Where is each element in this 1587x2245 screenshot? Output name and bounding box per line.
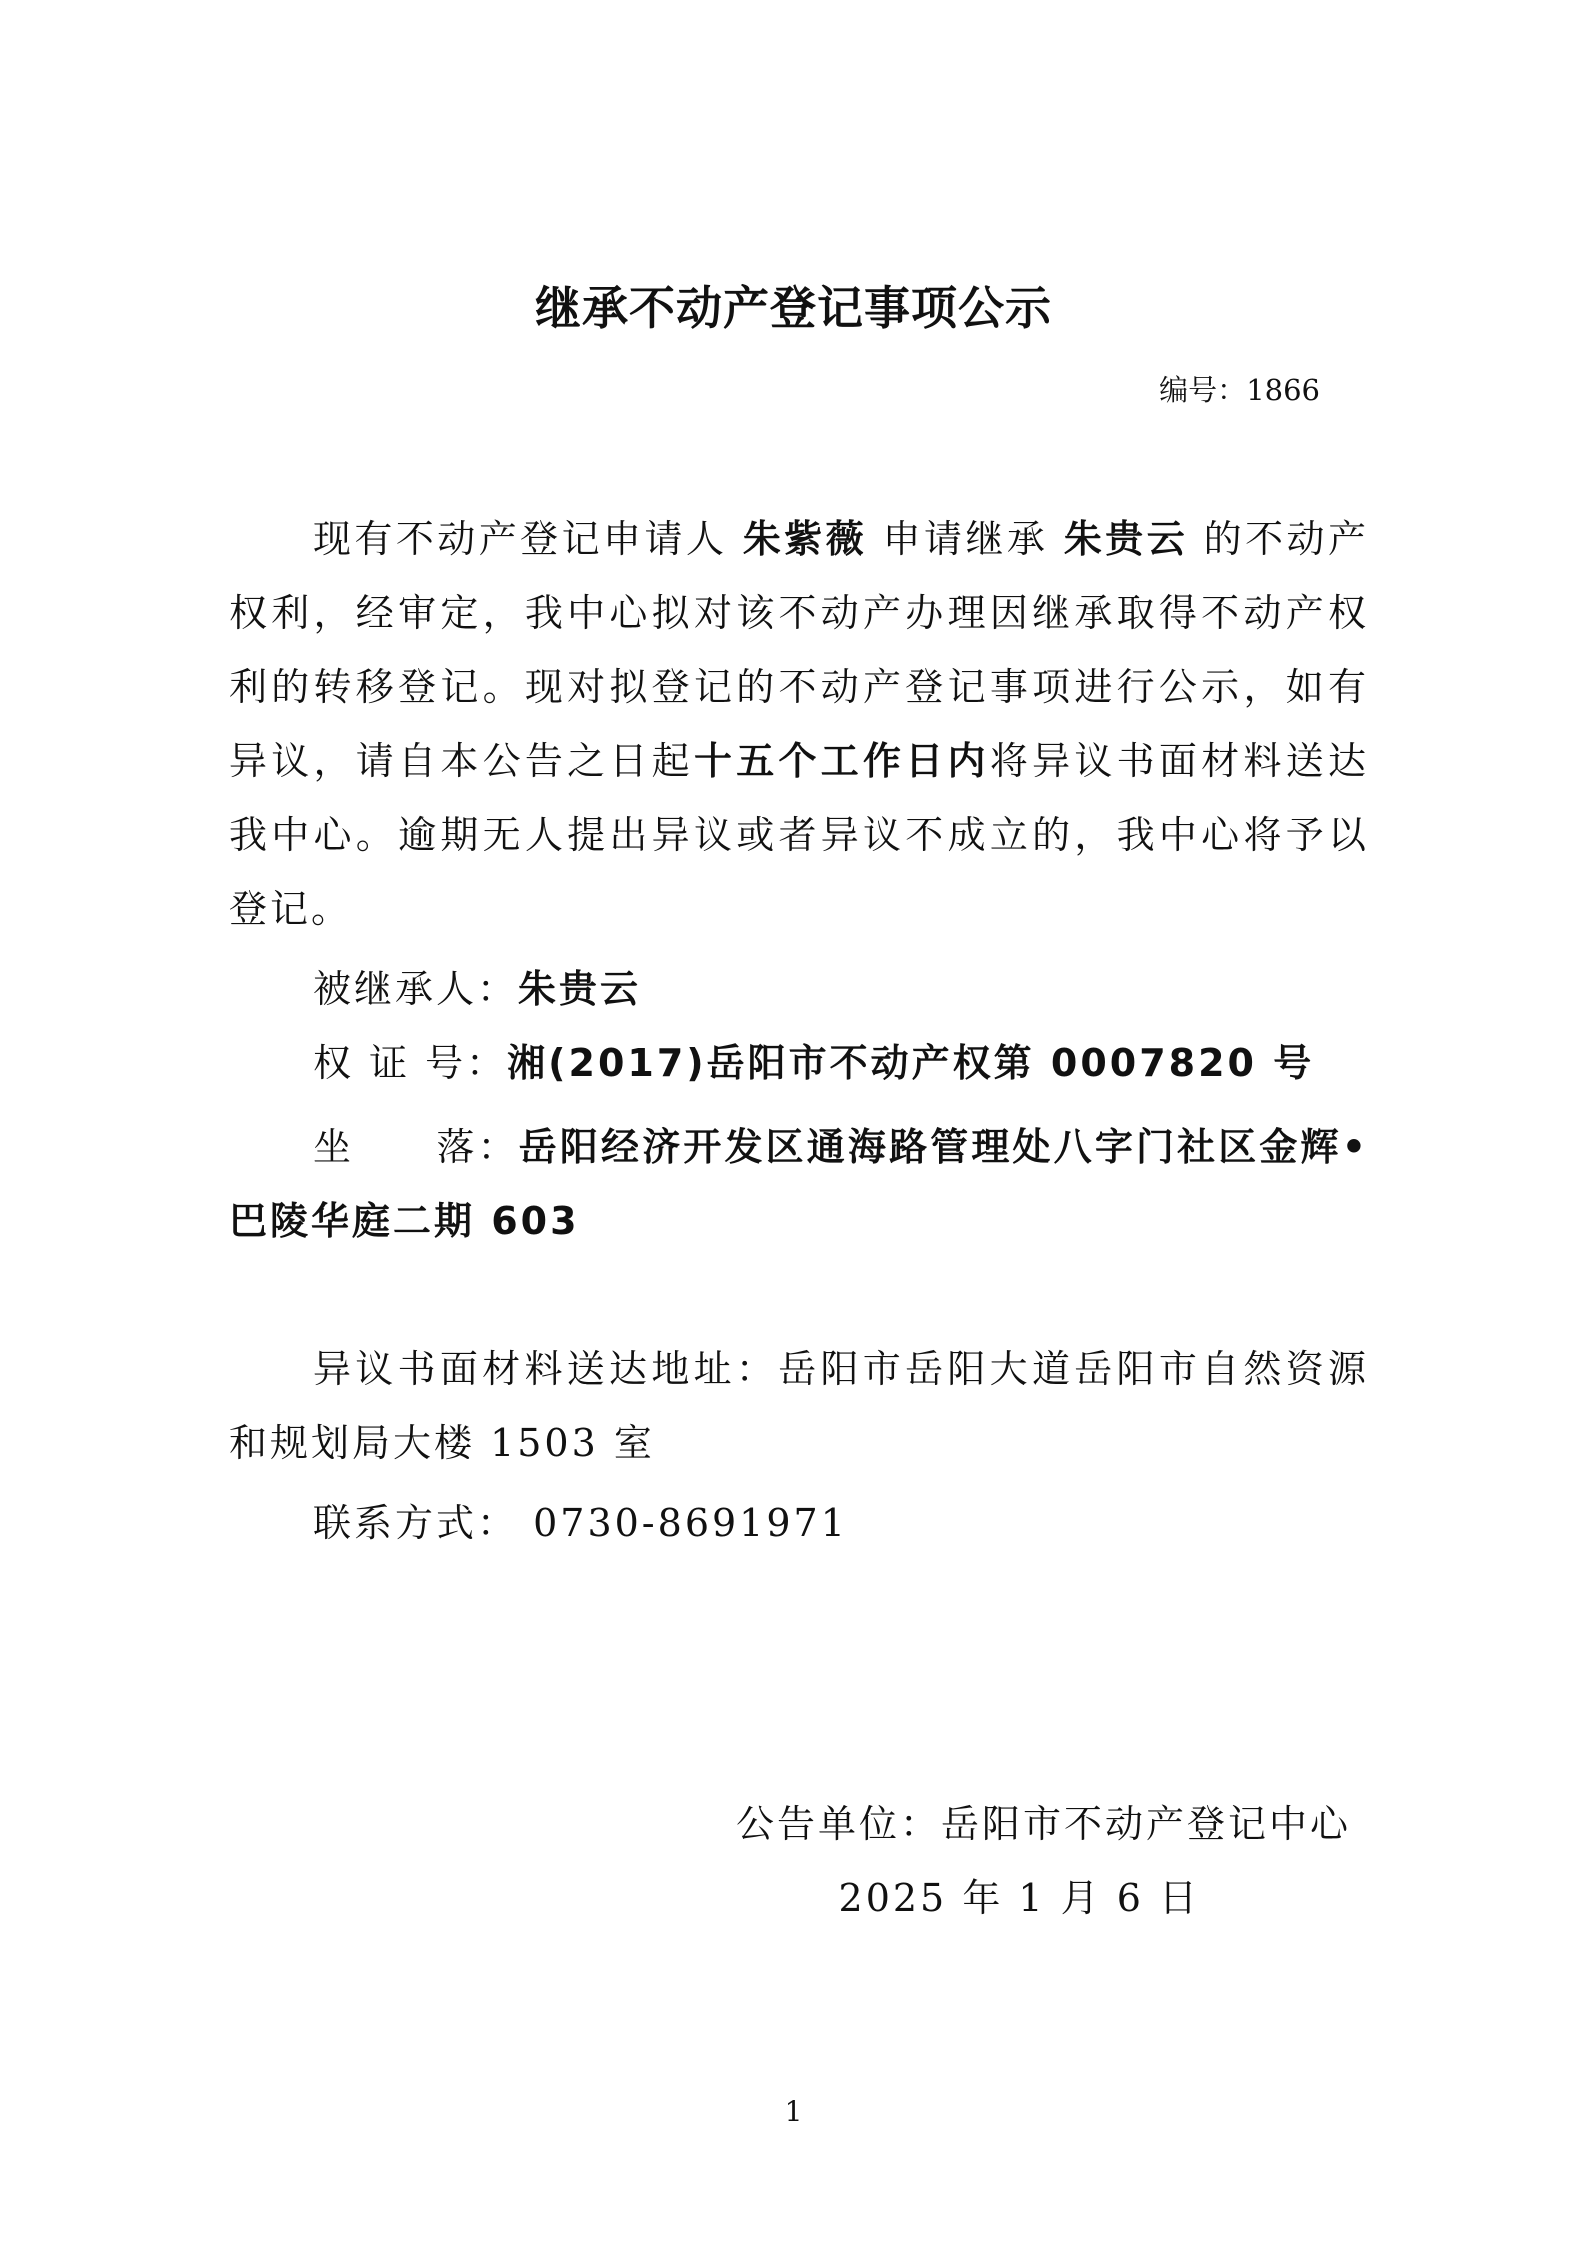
issuer-line (736, 1794, 1351, 1854)
issue-date: 2025 年 1 月 6 日 (838, 1876, 1200, 1920)
decedent-field (313, 952, 641, 1026)
location-field-value: 岳阳经济开发区通海路管理处八字门社区金辉•巴陵华庭二期 603 (229, 1125, 1369, 1243)
body-text-part-1: 现有不动产登记申请人 (313, 517, 743, 561)
issuer-name: 岳阳市不动产登记中心 (940, 1802, 1351, 1846)
objection-deadline: 十五个工作日内 (693, 739, 990, 783)
certificate-field (313, 1026, 1314, 1100)
contact-label: 联系方式： (313, 1501, 519, 1545)
document-title: 继承不动产登记事项公示 (535, 281, 1052, 335)
notice-body-paragraph (229, 502, 1369, 946)
decedent-field-value: 朱贵云 (518, 967, 642, 1011)
decedent-field-label: 被继承人： (313, 967, 519, 1011)
body-text-part-3: 的不动产权利，经审定，我中心拟对该不动产办理因继承取得不动产权利的转移登记。现对拟登记的不动产登记事项进行公示，如有异议，请自本公告之日起 (229, 517, 1369, 783)
document-number-value: 1866 (1246, 373, 1320, 407)
body-text-part-2: 申请继承 (867, 517, 1064, 561)
location-field (229, 1110, 1369, 1258)
certificate-field-label: 权 证 号： (313, 1041, 508, 1085)
decedent-name: 朱贵云 (1063, 517, 1189, 561)
applicant-name: 朱紫薇 (742, 517, 868, 561)
contact-phone: 0730-8691971 (518, 1501, 848, 1545)
issuer-label: 公告单位： (735, 1802, 941, 1846)
objection-address-value: 岳阳市岳阳大道岳阳市自然资源和规划局大楼 1503 室 (229, 1347, 1369, 1465)
certificate-field-value: 湘(2017)岳阳市不动产权第 0007820 号 (507, 1041, 1315, 1085)
contact-info (313, 1486, 848, 1560)
document-number-label: 编号： (1159, 373, 1247, 407)
page-number: 1 (784, 2095, 803, 2128)
objection-address-label: 异议书面材料送达地址： (313, 1347, 779, 1391)
body-text-part-4: 将异议书面材料送达我中心。逾期无人提出异议或者异议不成立的，我中心将予以登记。 (229, 739, 1369, 931)
document-number (1159, 370, 1320, 410)
objection-address (229, 1332, 1369, 1480)
location-field-label: 坐 落： (313, 1125, 519, 1169)
